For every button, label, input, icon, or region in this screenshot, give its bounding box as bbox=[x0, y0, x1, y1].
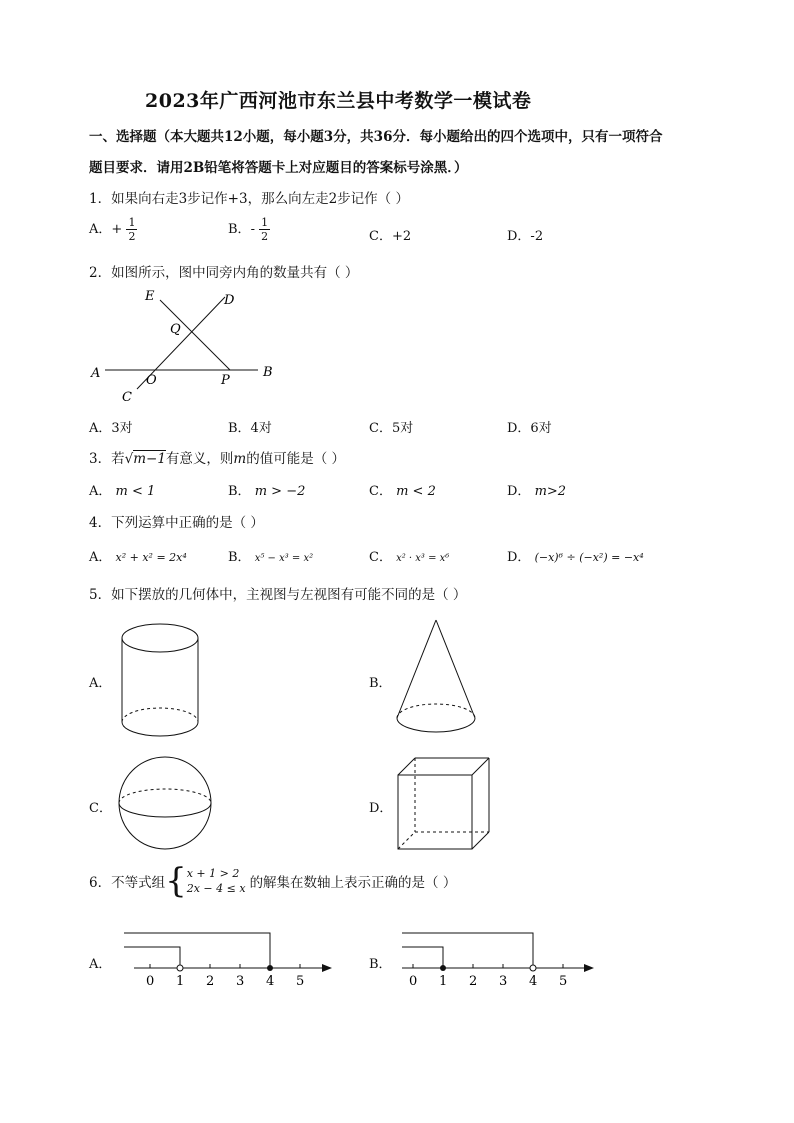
point-label-p: P bbox=[221, 373, 230, 388]
point-label-e: E bbox=[145, 289, 155, 304]
question-3-option-b[interactable]: B． m > −2 bbox=[228, 484, 306, 499]
question-3-stem: 3．若√m−1有意义，则m的值可能是（ ） bbox=[89, 451, 346, 467]
question-5-stem: 5．如下摆放的几何体中，主视图与左视图有可能不同的是（ ） bbox=[89, 587, 467, 603]
cube-figure bbox=[395, 755, 495, 855]
sphere-figure bbox=[115, 755, 215, 855]
section-instructions-line1: 一、选择题（本大题共12小题，每小题3分，共36分．每小题给出的四个选项中，只有一项符合 bbox=[89, 129, 663, 145]
cone-figure bbox=[392, 615, 482, 740]
question-2-option-c[interactable]: C．5对 bbox=[369, 421, 414, 436]
svg-text:1: 1 bbox=[176, 974, 185, 989]
point-label-o: O bbox=[146, 373, 157, 388]
question-4-option-d[interactable]: D． (−x)⁶ ÷ (−x²) = −x⁴ bbox=[507, 550, 644, 565]
question-4-option-b[interactable]: B． x⁵ − x³ = x² bbox=[228, 550, 314, 565]
system-brace: { bbox=[165, 861, 187, 901]
question-1-stem: 1．如果向右走3步记作+3，那么向左走2步记作（ ） bbox=[89, 191, 409, 207]
question-5-option-b[interactable]: B． bbox=[369, 676, 392, 691]
sign: + bbox=[111, 222, 123, 237]
option-label: A． bbox=[89, 222, 112, 237]
question-6-option-b[interactable]: B． bbox=[369, 957, 392, 972]
question-3-option-d[interactable]: D． m>2 bbox=[507, 484, 567, 499]
question-6-option-a[interactable]: A． bbox=[89, 957, 112, 972]
question-2-option-d[interactable]: D．6对 bbox=[507, 421, 552, 436]
point-label-b: B bbox=[263, 365, 273, 380]
fraction: $\frac{1}{2}$ bbox=[128, 216, 136, 243]
svg-text:3: 3 bbox=[499, 974, 508, 989]
point-label-q: Q bbox=[170, 322, 181, 337]
svg-text:2: 2 bbox=[469, 974, 478, 989]
svg-text:5: 5 bbox=[296, 974, 305, 989]
number-line-b bbox=[392, 925, 607, 990]
svg-text:3: 3 bbox=[236, 974, 245, 989]
svg-text:2: 2 bbox=[206, 974, 215, 989]
question-1-option-d[interactable]: D．-2 bbox=[507, 229, 544, 244]
question-1-option-a[interactable] bbox=[89, 216, 137, 243]
svg-text:5: 5 bbox=[559, 974, 568, 989]
cylinder-figure bbox=[115, 620, 205, 745]
question-2-stem: 2．如图所示，图中同旁内角的数量共有（ ） bbox=[89, 265, 359, 281]
page-title: 2023年广西河池市东兰县中考数学一模试卷 bbox=[145, 90, 532, 112]
question-1-option-c[interactable]: C．+2 bbox=[369, 229, 412, 244]
question-2-figure bbox=[85, 285, 285, 410]
section-instructions-line2: 题目要求．请用2B铅笔将答题卡上对应题目的答案标号涂黑．） bbox=[89, 160, 468, 176]
svg-text:4: 4 bbox=[529, 974, 538, 989]
question-4-option-c[interactable]: C． x² · x³ = x⁶ bbox=[369, 550, 450, 565]
svg-text:4: 4 bbox=[266, 974, 275, 989]
question-6-stem: 6．不等式组{ x + 1 > 2 2x − 4 ≤ x 的解集在数轴上表示正确的是（ ） bbox=[89, 861, 457, 901]
fraction: $\frac{1}{2}$ bbox=[261, 216, 269, 243]
number-line-a bbox=[120, 925, 335, 990]
question-1-option-b[interactable] bbox=[228, 216, 270, 243]
question-3-option-c[interactable]: C． m < 2 bbox=[369, 484, 436, 499]
question-5-option-d[interactable]: D． bbox=[369, 801, 393, 816]
radicand: m−1 bbox=[133, 451, 166, 467]
sign: - bbox=[250, 222, 255, 237]
point-label-c: C bbox=[122, 390, 132, 405]
question-4-stem: 4．下列运算中正确的是（ ） bbox=[89, 515, 264, 531]
question-5-option-c[interactable]: C． bbox=[89, 801, 112, 816]
question-5-option-a[interactable]: A． bbox=[89, 676, 112, 691]
question-4-option-a[interactable]: A． x² + x² = 2x⁴ bbox=[89, 550, 187, 565]
question-2-option-b[interactable]: B．4对 bbox=[228, 421, 272, 436]
svg-text:0: 0 bbox=[409, 974, 418, 989]
point-label-a: A bbox=[91, 366, 101, 381]
question-2-option-a[interactable]: A．3对 bbox=[89, 421, 133, 436]
svg-text:1: 1 bbox=[439, 974, 448, 989]
sqrt-symbol: √ bbox=[124, 451, 134, 467]
point-label-d: D bbox=[224, 293, 235, 308]
svg-text:0: 0 bbox=[146, 974, 155, 989]
question-3-option-a[interactable]: A． m < 1 bbox=[89, 484, 156, 499]
inequality-system: x + 1 > 2 2x − 4 ≤ x bbox=[186, 867, 246, 895]
option-label: B． bbox=[228, 222, 251, 237]
